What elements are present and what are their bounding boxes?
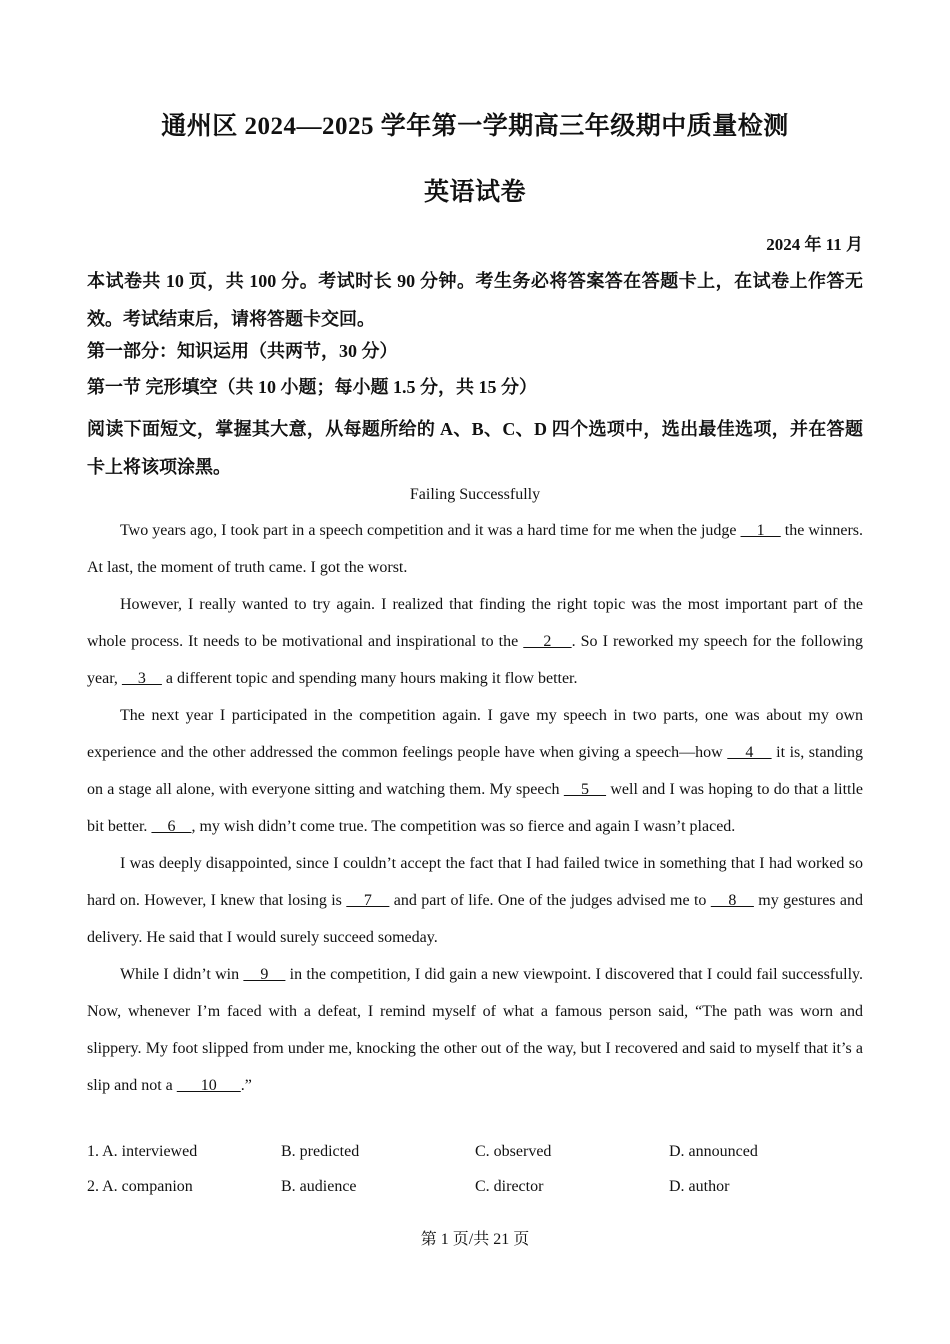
paragraph-2 xyxy=(87,586,863,697)
paragraph-1 xyxy=(87,512,863,586)
section-title: 第一节 完形填空（共 10 小题；每小题 1.5 分，共 15 分） xyxy=(87,377,537,397)
paragraph-text: Two years ago, I took part in a speech competition and it was a hard time for me when the judge xyxy=(120,522,741,539)
blank-3: 3 xyxy=(121,670,162,687)
option-b: B. audience xyxy=(281,1177,357,1195)
exam-title: 通州区 2024—2025 学年第一学期高三年级期中质量检测 xyxy=(161,113,789,140)
blank-10: 10 xyxy=(176,1077,241,1094)
blank-6: 6 xyxy=(151,818,192,835)
paragraph-text: in the competition, I did gain a new viewpoint. I discovered that I could fail successfully. Now, whenever I’m faced with a defeat, I remind myself of what a famous person said, “The path was worn and slippery. My foot slipped from under me, knocking the other out of the way, but I recovered and said to myself that it’s a slip and not a xyxy=(87,966,863,1094)
blank-9: 9 xyxy=(243,966,286,983)
option-a: 1. A. interviewed xyxy=(87,1142,198,1160)
paragraph-text: my gestures and delivery. He said that I would surely succeed someday. xyxy=(87,892,864,946)
question-row-2 xyxy=(87,1169,863,1204)
blank-8: 8 xyxy=(710,892,754,909)
option-c: C. observed xyxy=(475,1142,552,1160)
paragraph-text: it is, standing on a stage all alone, with everyone sitting and watching them. My speech xyxy=(87,744,864,798)
paragraph-text: While I didn’t win xyxy=(120,966,244,983)
option-c: C. director xyxy=(475,1177,544,1195)
paragraph-text: a different topic and spending many hours making it flow better. xyxy=(161,670,578,687)
passage xyxy=(87,512,863,1104)
blank-1: 1 xyxy=(740,522,781,539)
paragraph-text: I was deeply disappointed, since I couldn’t accept the fact that I had failed twice in something that I had worked so hard on. However, I knew that losing is xyxy=(87,855,863,909)
exam-instructions: 本试卷共 10 页，共 100 分。考试时长 90 分钟。考生务必将答案答在答题卡上，在试卷上作答无效。考试结束后，请将答题卡交回。 xyxy=(87,271,863,329)
blank-4: 4 xyxy=(727,744,772,761)
story-title: Failing Successfully xyxy=(409,486,541,503)
paragraph-text: , my wish didn’t come true. The competition was so fierce and again I wasn’t placed. xyxy=(191,818,736,835)
paragraph-4 xyxy=(87,845,863,956)
paragraph-text: . So I reworked my speech for the following year, xyxy=(87,633,863,687)
blank-7: 7 xyxy=(346,892,390,909)
option-d: D. announced xyxy=(669,1142,758,1160)
question-row-1 xyxy=(87,1134,863,1169)
paragraph-text: .” xyxy=(240,1077,252,1094)
exam-date: 2024 年 11 月 xyxy=(766,235,863,254)
question-options xyxy=(87,1134,863,1204)
blank-5: 5 xyxy=(563,781,607,798)
paragraph-text: the winners. At last, the moment of truth came. I got the worst. xyxy=(87,522,864,576)
paragraph-3 xyxy=(87,697,863,845)
paragraph-5 xyxy=(87,956,863,1104)
blank-2: 2 xyxy=(523,633,572,650)
paragraph-text: and part of life. One of the judges advised me to xyxy=(389,892,711,909)
exam-subtitle: 英语试卷 xyxy=(423,179,526,206)
option-b: B. predicted xyxy=(281,1142,360,1160)
paragraph-text: well and I was hoping to do that a little bit better. xyxy=(87,781,864,835)
paragraph-text: The next year I participated in the competition again. I gave my speech in two parts, one was about my own experience and the other addressed the common feelings people have when giving a speech—how xyxy=(87,707,863,761)
option-a: 2. A. companion xyxy=(87,1177,193,1195)
page-number: 第 1 页/共 21 页 xyxy=(420,1231,530,1248)
reading-instruction: 阅读下面短文，掌握其大意，从每题所给的 A、B、C、D 四个选项中，选出最佳选项，并在答题卡上将该项涂黑。 xyxy=(87,419,863,477)
paragraph-text: However, I really wanted to try again. I realized that finding the right topic was the most important part of the whole process. It needs to be motivational and inspirational to the xyxy=(87,596,863,650)
part-title: 第一部分：知识运用（共两节，30 分） xyxy=(87,341,398,361)
option-d: D. author xyxy=(669,1177,730,1195)
